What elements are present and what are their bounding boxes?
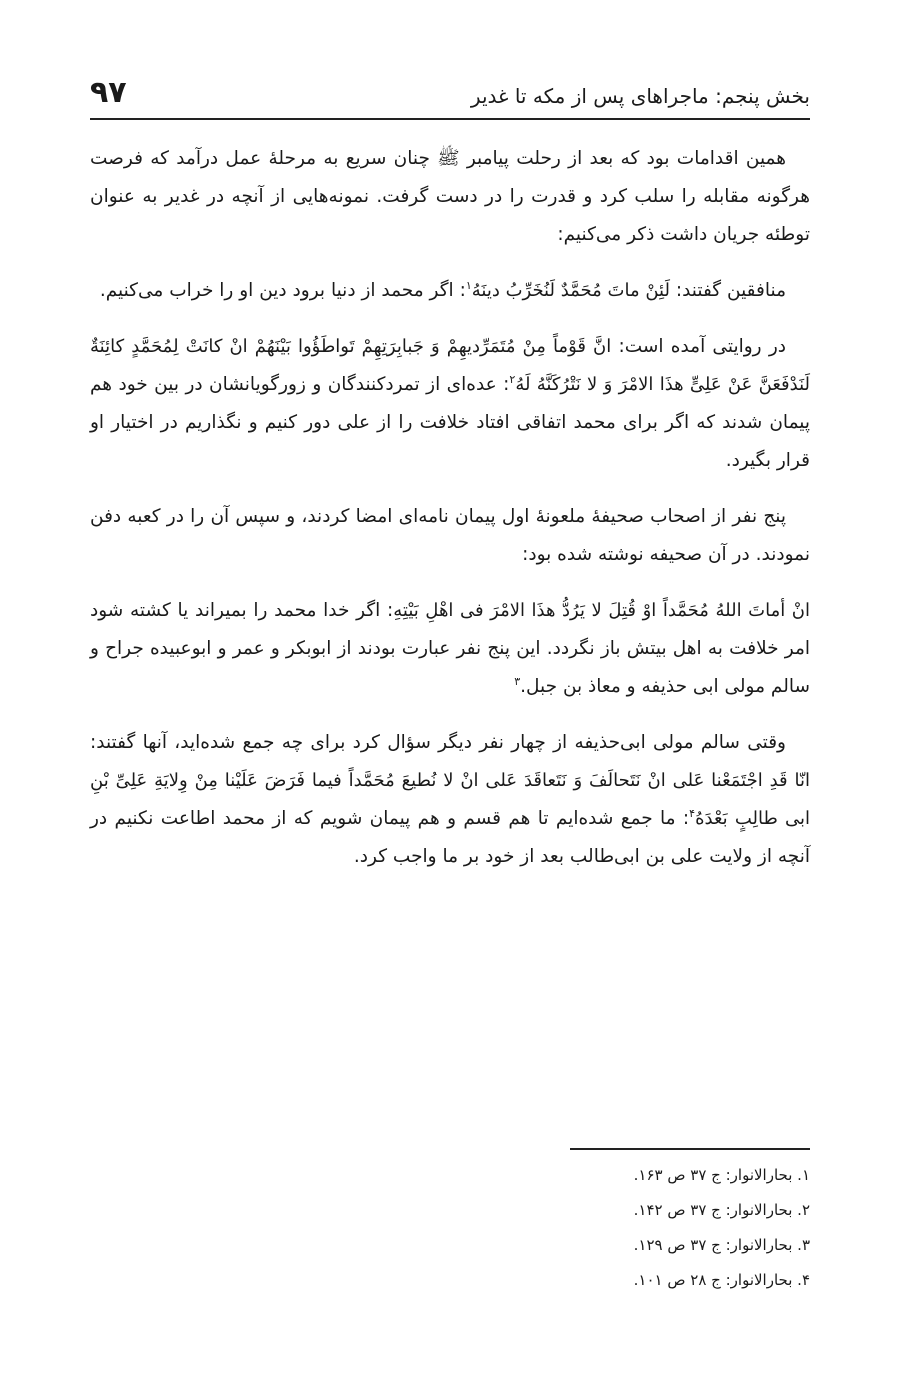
footnote-1: ۱. بحارالانوار: ج ۳۷ ص ۱۶۳. (633, 1166, 810, 1184)
arabic-quote: انْ أماتَ اللهُ مُحَمَّداً اوْ قُتِلَ لا یَرُدُّ هذَا الامْرَ فی اهْلِ بَیْتِهِ (393, 600, 810, 621)
footnote-ref-1: ۱ (465, 278, 472, 292)
footnote-3: ۳. بحارالانوار: ج ۳۷ ص ۱۲۹. (633, 1236, 810, 1254)
paragraph-6 (90, 724, 810, 876)
paragraph-lead: وقتی سالم مولی ابی‌حذیفه از چهار نفر دیگر سؤال کرد برای چه جمع شده‌اید، آنها گفتند: (90, 732, 786, 753)
footnote-ref-2: ۲ (509, 372, 516, 386)
paragraph-rest: : عده‌ای از تمردکنندگان و زورگویانشان در بین خود هم پیمان شدند که اگر برای محمد اتفاقی افتاد خلافت را از علی دور کنیم و نگذاریم در اختیار او قرار بگیرد. (90, 374, 810, 471)
paragraph-1 (90, 140, 810, 254)
chapter-title: بخش پنجم: ماجراهای پس از مکه تا غدیر (470, 84, 810, 108)
arabic-quote: لَئِنْ ماتَ مُحَمَّدٌ لَنُخَرِّبُ دینَهُ (471, 280, 670, 301)
paragraph-rest: : ما جمع شده‌ایم تا هم قسم و هم پیمان شویم که از محمد اطاعت نکنیم در آنچه از ولایت علی بن ابی‌طالب بعد از خود بر ما واجب کرد. (90, 808, 810, 867)
footnote-ref-3: ۳ (514, 674, 521, 688)
paragraph-rest: : اگر محمد از دنیا برود دین او را خراب می‌کنیم. (99, 280, 466, 301)
footnote-4: ۴. بحارالانوار: ج ۲۸ ص ۱۰۱. (633, 1271, 810, 1289)
footnote-2: ۲. بحارالانوار: ج ۳۷ ص ۱۴۲. (633, 1201, 810, 1219)
body-text (90, 140, 810, 894)
paragraph-lead: منافقین گفتند: (669, 280, 786, 301)
running-header (90, 66, 810, 120)
paragraph-rest: : اگر خدا محمد را بمیراند یا کشته شود امر خلافت به اهل بیتش باز نگردد. این پنج نفر عبارت بودند از ابوبکر و عمر و ابوعبیده جراح و سالم مولی ابی حذیفه و معاذ بن جبل. (90, 600, 810, 697)
arabic-quote: انَّ قَوْماً مِنْ مُتَمَرِّدیهِمْ وَ جَبابِرَتِهِمْ تَواطَؤُوا بَیْنَهُمْ انْ کانَتْ لِمُحَمَّدٍ کائِنَةٌ لَنَدْفَعَنَّ عَنْ عَلِیٍّ هذَا الامْرَ وَ لا نَتْرُکَنَّهُ لَهُ (90, 336, 810, 395)
footnote-divider (570, 1148, 810, 1150)
footnote-ref-4: ۴ (689, 806, 696, 820)
paragraph-2 (90, 272, 810, 310)
paragraph-3 (90, 328, 810, 480)
footnotes (90, 1158, 810, 1298)
paragraph-text: همین اقدامات بود که بعد از رحلت پیامبر ﷺ چنان سریع به مرحلهٔ عمل درآمد که فرصت هرگونه مقابله را سلب کرد و قدرت را در دست گرفت. نمونه‌هایی از آنچه در غدیر به عنوان توطئه جریان داشت ذکر می‌کنیم: (90, 148, 810, 245)
paragraph-lead: در روایتی آمده است: (611, 336, 786, 357)
page-number: ۹۷ (90, 75, 127, 110)
paragraph-text: پنج نفر از اصحاب صحیفهٔ ملعونهٔ اول پیمان نامه‌ای امضا کردند، و سپس آن را در کعبه دفن نمودند. در آن صحیفه نوشته شده بود: (90, 506, 810, 565)
paragraph-5 (90, 592, 810, 706)
paragraph-4 (90, 498, 810, 574)
arabic-quote: انّا قَدِ اجْتَمَعْنا عَلی انْ نَتَحالَفَ وَ نَتَعاقَدَ عَلی انْ لا نُطیعَ مُحَمَّداً فیما فَرَضَ عَلَیْنا مِنْ وِلایَةِ عَلِیِّ بْنِ ابی طالِبٍ بَعْدَهُ (90, 770, 811, 829)
